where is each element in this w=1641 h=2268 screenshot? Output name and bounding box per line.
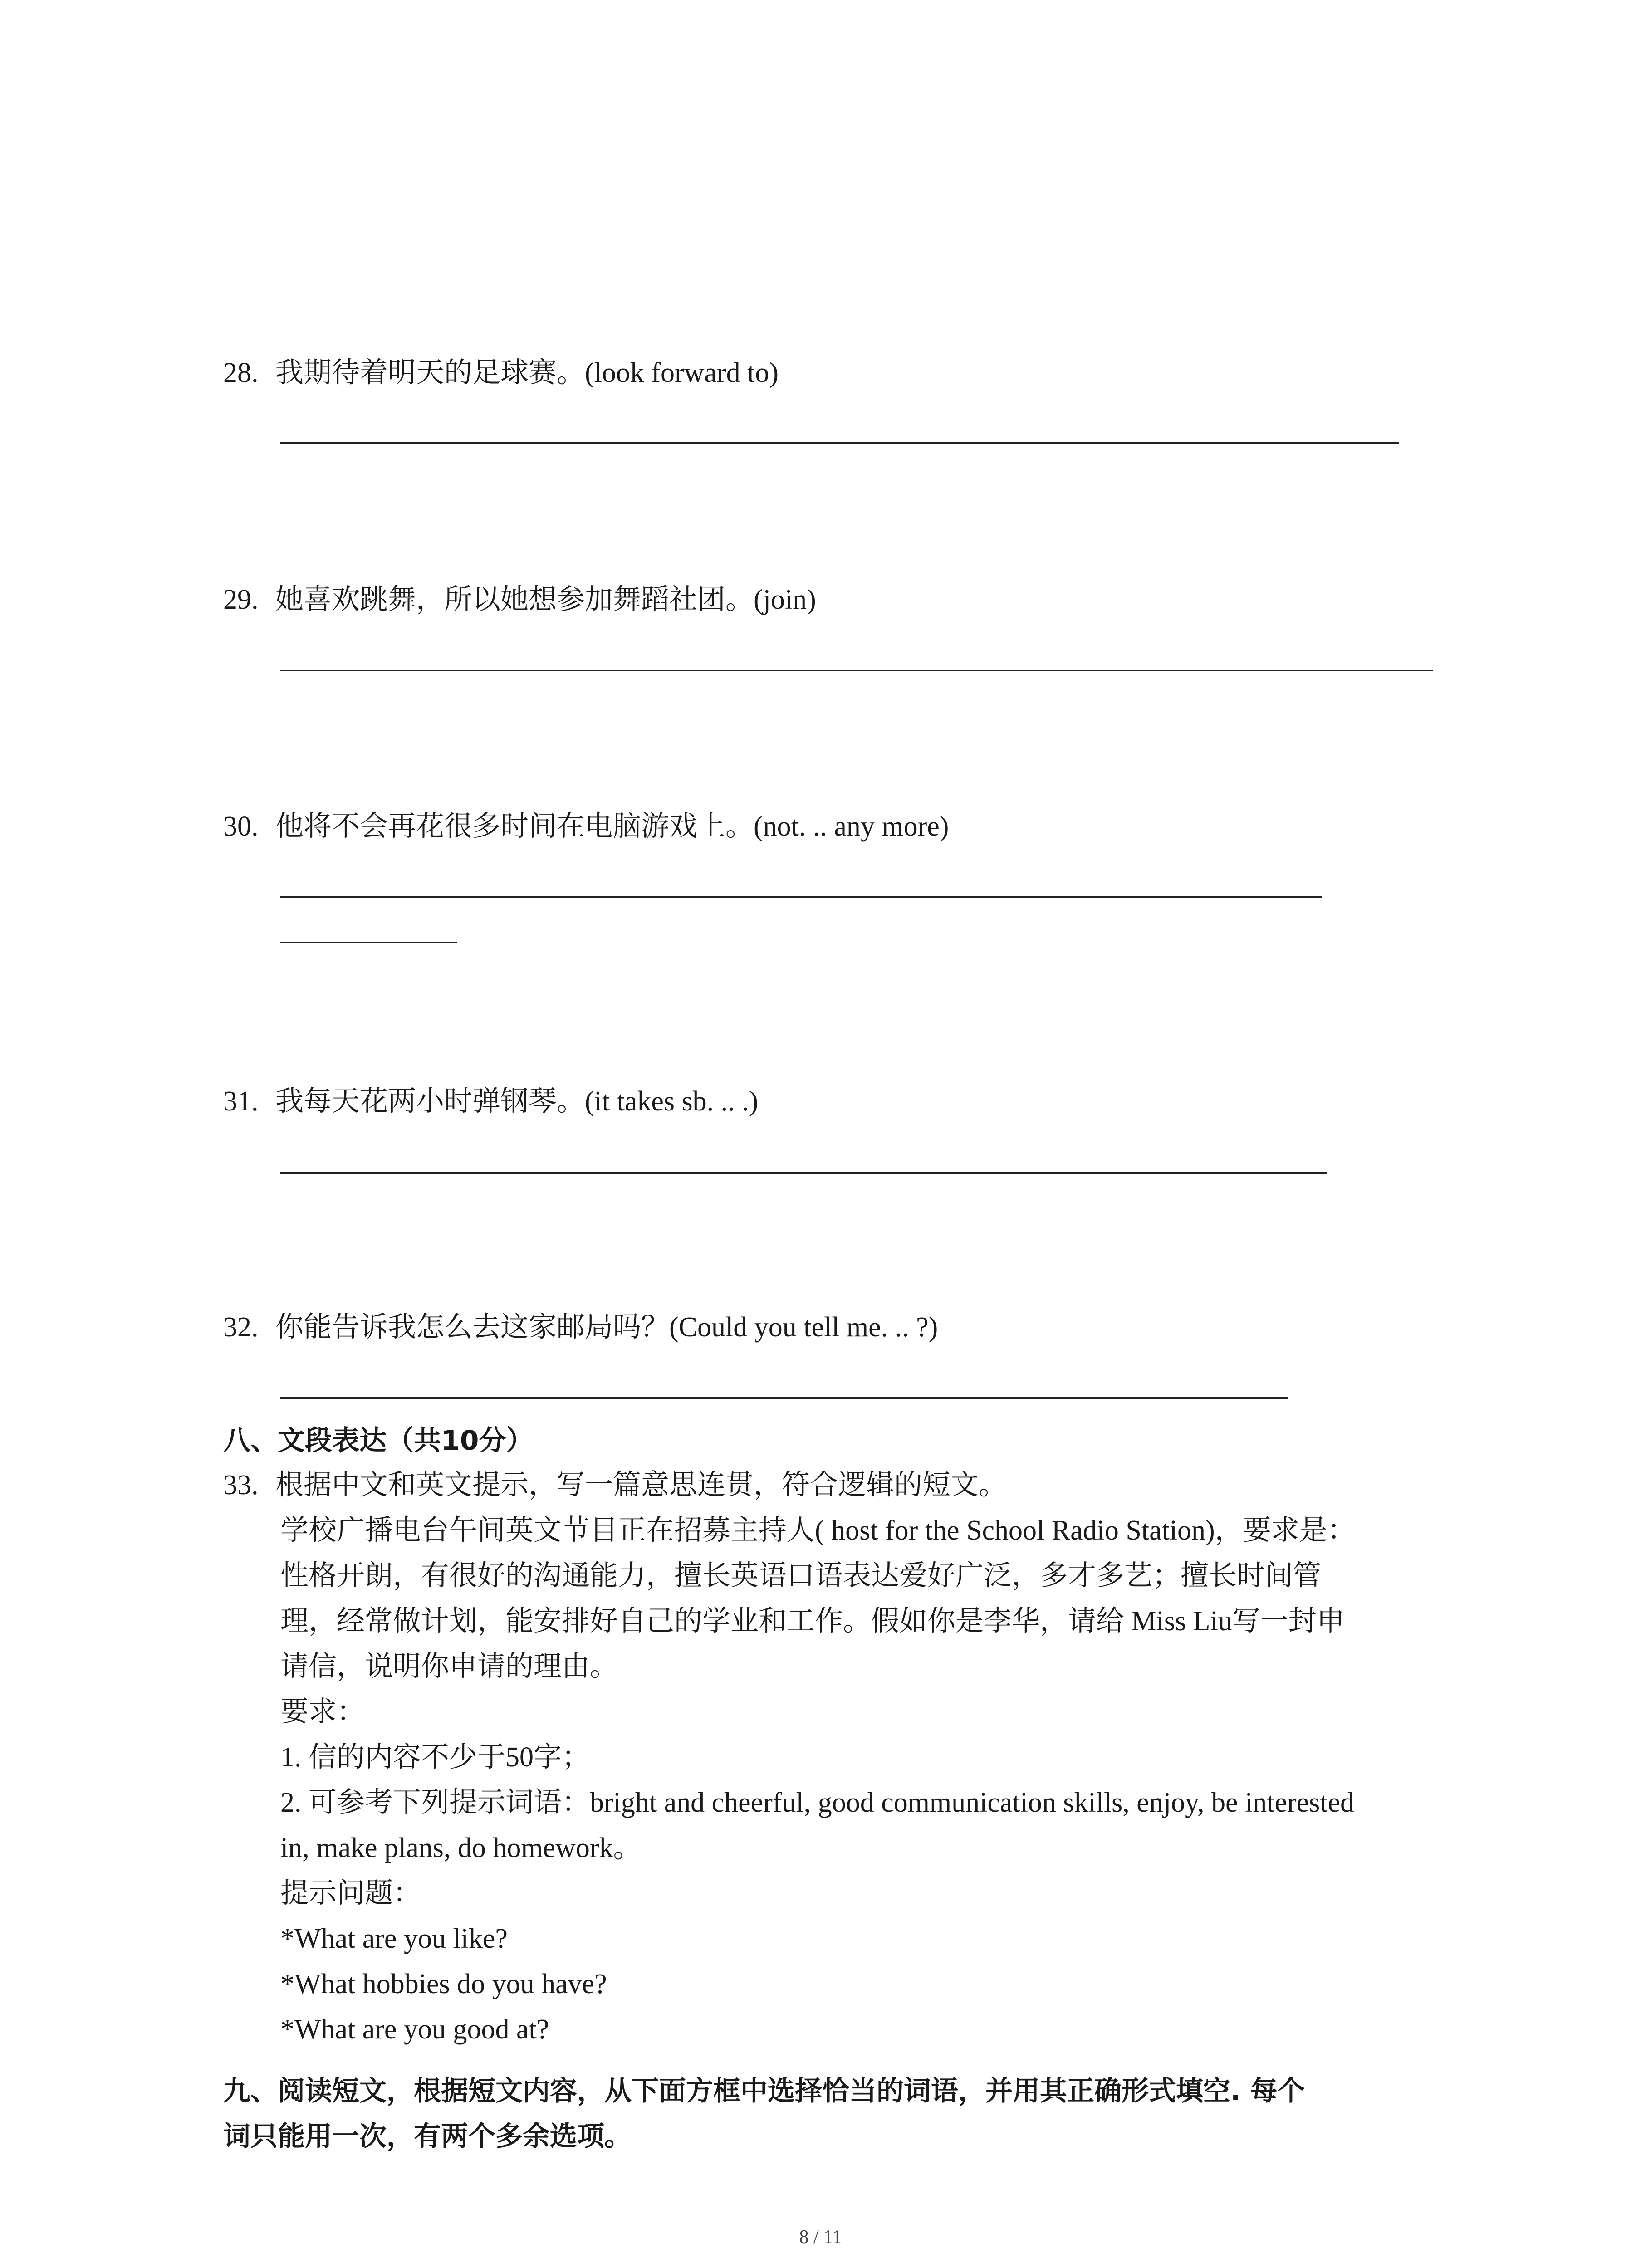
section-8-heading: 八、文段表达（共10分） [223,1425,534,1457]
question-31-prompt: 我每天花两小时弹钢琴。(it takes sb. .. .) [275,1086,759,1117]
q33-prompt-question-3: *What are you good at? [280,2014,549,2045]
question-30 [223,804,949,849]
question-28-number: 28. [223,357,259,388]
question-32 [223,1305,938,1350]
q33-requirements-label: 要求： [280,1696,365,1727]
section-9-heading-line-1: 九、阅读短文，根据短文内容，从下面方框中选择恰当的词语，并用其正确形式填空. 每个 [223,2075,1305,2107]
answer-line-30-continued[interactable] [280,942,457,943]
q33-line-3: 理，经常做计划，能安排好自己的学业和工作。假如你是李华，请给 Miss Liu写一封申 [280,1606,1345,1637]
q33-prompt-question-2: *What hobbies do you have? [280,1969,607,1999]
question-28 [223,350,779,396]
q33-line-1: 学校广播电台午间英文节目正在招募主持人( host for the School Radio Station)，要求是： [280,1515,1356,1546]
q33-line-4: 请信，说明你申请的理由。 [280,1651,618,1682]
question-31 [223,1079,758,1124]
section-9-heading-line-2: 词只能用一次，有两个多余选项。 [223,2121,632,2152]
q33-prompt-questions-label: 提示问题： [280,1878,421,1909]
answer-line-31[interactable] [280,1172,1327,1174]
question-29-prompt: 她喜欢跳舞，所以她想参加舞蹈社团。(join) [275,584,816,615]
question-33 [223,1462,1007,1508]
question-33-intro: 根据中文和英文提示，写一篇意思连贯，符合逻辑的短文。 [275,1470,1007,1501]
answer-line-28[interactable] [280,442,1399,444]
q33-requirement-2: 2. 可参考下列提示词语：bright and cheerful, good communication skills, enjoy, be interested [280,1787,1355,1818]
q33-line-2: 性格开朗，有很好的沟通能力，擅长英语口语表达爱好广泛，多才多艺；擅长时间管 [280,1560,1322,1591]
question-28-prompt: 我期待着明天的足球赛。(look forward to) [275,357,779,388]
question-32-prompt: 你能告诉我怎么去这家邮局吗？(Could you tell me. .. ?) [275,1312,938,1343]
answer-line-32[interactable] [280,1397,1288,1399]
answer-line-29[interactable] [280,670,1433,671]
question-31-number: 31. [223,1086,259,1117]
question-29-number: 29. [223,584,259,615]
question-33-number: 33. [223,1470,259,1501]
q33-prompt-question-1: *What are you like? [280,1923,508,1954]
page-number: 8 / 11 [799,2227,842,2248]
question-29 [223,577,816,622]
q33-requirement-1: 1. 信的内容不少于50字； [280,1742,590,1773]
question-30-number: 30. [223,811,259,842]
q33-requirement-2-continued: in, make plans, do homework。 [280,1833,642,1863]
question-32-number: 32. [223,1312,259,1343]
question-30-prompt: 他将不会再花很多时间在电脑游戏上。(not. .. any more) [275,811,949,842]
answer-line-30[interactable] [280,896,1322,898]
